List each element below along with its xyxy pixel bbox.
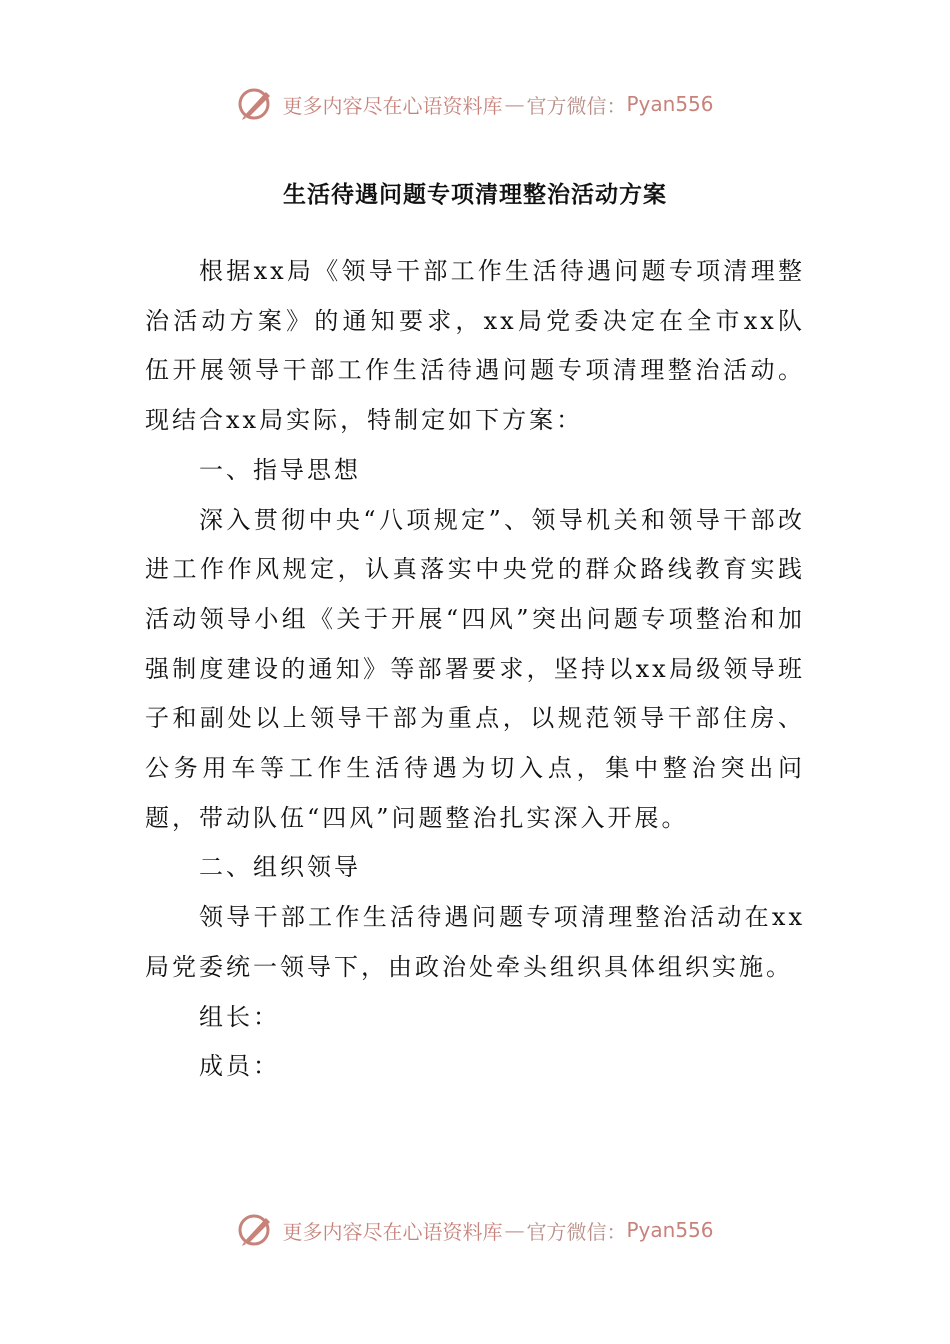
intro-paragraph: 根据xx局《领导干部工作生活待遇问题专项清理整治活动方案》的通知要求，xx局党委决定在全市xx队伍开展领导干部工作生活待遇问题专项清理整治活动。现结合xx局实际，特制定如下方案： xyxy=(145,257,805,435)
document-title: 生活待遇问题专项清理整治活动方案 xyxy=(283,181,667,208)
footer-watermark xyxy=(0,1208,950,1252)
header-wechat-label: 官方微信： xyxy=(526,93,627,118)
section1-paragraph: 深入贯彻中央“八项规定”、领导机关和领导干部改进工作作风规定，认真落实中央党的群众路线教育实践活动领导小组《关于开展“四风”突出问题专项整治和加强制度建设的通知》等部署要求，坚持以xx局级领导班子和副处以上领导干部为重点，以规范领导干部住房、公务用车等工作生活待遇为切入点，集中整治突出问题，带动队伍“四风”问题整治扎实深入开展。 xyxy=(145,505,805,832)
header-separator: — xyxy=(504,92,525,116)
members-label: 成员： xyxy=(199,1052,280,1081)
section1-heading: 一、指导思想 xyxy=(199,455,361,484)
header-wechat-id: Pyan556 xyxy=(626,92,714,116)
pen-logo-icon xyxy=(236,84,276,124)
section2-paragraph: 领导干部工作生活待遇问题专项清理整治活动在xx局党委统一领导下，由政治处牵头组织具体组织实施。 xyxy=(145,903,805,981)
pen-logo-icon xyxy=(236,1210,276,1250)
footer-brand-text: 更多内容尽在心语资料库 xyxy=(282,1219,503,1244)
footer-wechat-id: Pyan556 xyxy=(626,1218,714,1242)
footer-separator: — xyxy=(504,1218,525,1242)
header-watermark xyxy=(0,82,950,126)
leader-label: 组长： xyxy=(199,1002,280,1031)
section2-heading: 二、组织领导 xyxy=(199,853,361,882)
document-body xyxy=(145,247,805,1092)
footer-wechat-label: 官方微信： xyxy=(526,1219,627,1244)
header-brand-text: 更多内容尽在心语资料库 xyxy=(282,93,503,118)
